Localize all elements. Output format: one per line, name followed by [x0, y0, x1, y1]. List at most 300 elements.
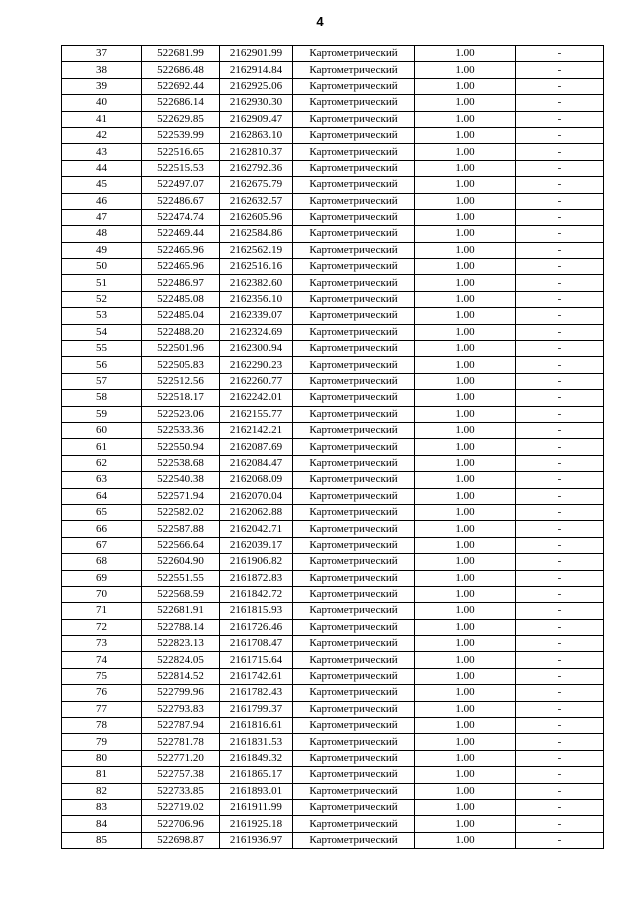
y-coordinate-cell: 2161842.72 — [220, 586, 293, 602]
table-row — [62, 636, 604, 652]
table-row — [62, 783, 604, 799]
note-cell: - — [516, 373, 604, 389]
table-row — [62, 193, 604, 209]
accuracy-cell: 1.00 — [415, 144, 516, 160]
table-row — [62, 111, 604, 127]
note-cell: - — [516, 242, 604, 258]
y-coordinate-cell: 2161911.99 — [220, 799, 293, 815]
method-cell: Картометрический — [293, 390, 415, 406]
note-cell: - — [516, 193, 604, 209]
y-coordinate-cell: 2162070.04 — [220, 488, 293, 504]
method-cell: Картометрический — [293, 275, 415, 291]
accuracy-cell: 1.00 — [415, 209, 516, 225]
y-coordinate-cell: 2162675.79 — [220, 177, 293, 193]
x-coordinate-cell: 522538.68 — [142, 455, 220, 471]
x-coordinate-cell: 522566.64 — [142, 537, 220, 553]
note-cell: - — [516, 783, 604, 799]
note-cell: - — [516, 750, 604, 766]
point-number-cell: 37 — [62, 46, 142, 62]
accuracy-cell: 1.00 — [415, 275, 516, 291]
note-cell: - — [516, 78, 604, 94]
point-number-cell: 83 — [62, 799, 142, 815]
table-row — [62, 324, 604, 340]
note-cell: - — [516, 570, 604, 586]
note-cell: - — [516, 554, 604, 570]
accuracy-cell: 1.00 — [415, 685, 516, 701]
table-row — [62, 734, 604, 750]
method-cell: Картометрический — [293, 226, 415, 242]
method-cell: Картометрический — [293, 46, 415, 62]
note-cell: - — [516, 619, 604, 635]
note-cell: - — [516, 259, 604, 275]
note-cell: - — [516, 439, 604, 455]
table-row — [62, 537, 604, 553]
table-row — [62, 504, 604, 520]
method-cell: Картометрический — [293, 472, 415, 488]
x-coordinate-cell: 522568.59 — [142, 586, 220, 602]
x-coordinate-cell: 522799.96 — [142, 685, 220, 701]
accuracy-cell: 1.00 — [415, 373, 516, 389]
point-number-cell: 85 — [62, 832, 142, 848]
accuracy-cell: 1.00 — [415, 750, 516, 766]
method-cell: Картометрический — [293, 488, 415, 504]
method-cell: Картометрический — [293, 324, 415, 340]
table-row — [62, 701, 604, 717]
accuracy-cell: 1.00 — [415, 95, 516, 111]
point-number-cell: 75 — [62, 668, 142, 684]
page-number: 4 — [316, 14, 324, 29]
y-coordinate-cell: 2162039.17 — [220, 537, 293, 553]
point-number-cell: 40 — [62, 95, 142, 111]
accuracy-cell: 1.00 — [415, 111, 516, 127]
note-cell: - — [516, 799, 604, 815]
point-number-cell: 51 — [62, 275, 142, 291]
point-number-cell: 54 — [62, 324, 142, 340]
y-coordinate-cell: 2162062.88 — [220, 504, 293, 520]
y-coordinate-cell: 2162562.19 — [220, 242, 293, 258]
x-coordinate-cell: 522540.38 — [142, 472, 220, 488]
point-number-cell: 39 — [62, 78, 142, 94]
x-coordinate-cell: 522550.94 — [142, 439, 220, 455]
y-coordinate-cell: 2161865.17 — [220, 767, 293, 783]
table-row — [62, 127, 604, 143]
method-cell: Картометрический — [293, 652, 415, 668]
y-coordinate-cell: 2162356.10 — [220, 291, 293, 307]
point-number-cell: 50 — [62, 259, 142, 275]
note-cell: - — [516, 111, 604, 127]
y-coordinate-cell: 2162290.23 — [220, 357, 293, 373]
note-cell: - — [516, 472, 604, 488]
accuracy-cell: 1.00 — [415, 390, 516, 406]
x-coordinate-cell: 522469.44 — [142, 226, 220, 242]
method-cell: Картометрический — [293, 95, 415, 111]
accuracy-cell: 1.00 — [415, 78, 516, 94]
accuracy-cell: 1.00 — [415, 357, 516, 373]
y-coordinate-cell: 2161799.37 — [220, 701, 293, 717]
y-coordinate-cell: 2161893.01 — [220, 783, 293, 799]
y-coordinate-cell: 2161831.53 — [220, 734, 293, 750]
note-cell: - — [516, 455, 604, 471]
method-cell: Картометрический — [293, 439, 415, 455]
y-coordinate-cell: 2161815.93 — [220, 603, 293, 619]
x-coordinate-cell: 522485.04 — [142, 308, 220, 324]
x-coordinate-cell: 522551.55 — [142, 570, 220, 586]
note-cell: - — [516, 127, 604, 143]
y-coordinate-cell: 2161849.32 — [220, 750, 293, 766]
y-coordinate-cell: 2162068.09 — [220, 472, 293, 488]
x-coordinate-cell: 522516.65 — [142, 144, 220, 160]
point-number-cell: 66 — [62, 521, 142, 537]
point-number-cell: 53 — [62, 308, 142, 324]
accuracy-cell: 1.00 — [415, 537, 516, 553]
y-coordinate-cell: 2161925.18 — [220, 816, 293, 832]
table-row — [62, 767, 604, 783]
x-coordinate-cell: 522771.20 — [142, 750, 220, 766]
accuracy-cell: 1.00 — [415, 652, 516, 668]
point-number-cell: 65 — [62, 504, 142, 520]
point-number-cell: 67 — [62, 537, 142, 553]
point-number-cell: 48 — [62, 226, 142, 242]
method-cell: Картометрический — [293, 341, 415, 357]
coordinates-table-body — [62, 46, 604, 849]
x-coordinate-cell: 522474.74 — [142, 209, 220, 225]
y-coordinate-cell: 2162810.37 — [220, 144, 293, 160]
accuracy-cell: 1.00 — [415, 259, 516, 275]
point-number-cell: 43 — [62, 144, 142, 160]
table-row — [62, 750, 604, 766]
point-number-cell: 72 — [62, 619, 142, 635]
y-coordinate-cell: 2162382.60 — [220, 275, 293, 291]
table-row — [62, 652, 604, 668]
table-row — [62, 209, 604, 225]
note-cell: - — [516, 603, 604, 619]
point-number-cell: 55 — [62, 341, 142, 357]
point-number-cell: 58 — [62, 390, 142, 406]
point-number-cell: 76 — [62, 685, 142, 701]
table-row — [62, 472, 604, 488]
point-number-cell: 80 — [62, 750, 142, 766]
note-cell: - — [516, 816, 604, 832]
x-coordinate-cell: 522692.44 — [142, 78, 220, 94]
table-row — [62, 586, 604, 602]
x-coordinate-cell: 522512.56 — [142, 373, 220, 389]
note-cell: - — [516, 406, 604, 422]
table-row — [62, 488, 604, 504]
x-coordinate-cell: 522781.78 — [142, 734, 220, 750]
y-coordinate-cell: 2162901.99 — [220, 46, 293, 62]
y-coordinate-cell: 2162260.77 — [220, 373, 293, 389]
x-coordinate-cell: 522757.38 — [142, 767, 220, 783]
point-number-cell: 63 — [62, 472, 142, 488]
note-cell: - — [516, 652, 604, 668]
note-cell: - — [516, 767, 604, 783]
point-number-cell: 49 — [62, 242, 142, 258]
x-coordinate-cell: 522497.07 — [142, 177, 220, 193]
method-cell: Картометрический — [293, 193, 415, 209]
y-coordinate-cell: 2161936.97 — [220, 832, 293, 848]
table-row — [62, 308, 604, 324]
accuracy-cell: 1.00 — [415, 308, 516, 324]
y-coordinate-cell: 2162242.01 — [220, 390, 293, 406]
accuracy-cell: 1.00 — [415, 193, 516, 209]
method-cell: Картометрический — [293, 144, 415, 160]
note-cell: - — [516, 324, 604, 340]
method-cell: Картометрический — [293, 291, 415, 307]
x-coordinate-cell: 522604.90 — [142, 554, 220, 570]
point-number-cell: 70 — [62, 586, 142, 602]
table-row — [62, 718, 604, 734]
table-row — [62, 439, 604, 455]
accuracy-cell: 1.00 — [415, 160, 516, 176]
note-cell: - — [516, 504, 604, 520]
x-coordinate-cell: 522533.36 — [142, 422, 220, 438]
y-coordinate-cell: 2161816.61 — [220, 718, 293, 734]
method-cell: Картометрический — [293, 586, 415, 602]
y-coordinate-cell: 2162142.21 — [220, 422, 293, 438]
x-coordinate-cell: 522823.13 — [142, 636, 220, 652]
point-number-cell: 57 — [62, 373, 142, 389]
note-cell: - — [516, 718, 604, 734]
point-number-cell: 62 — [62, 455, 142, 471]
method-cell: Картометрический — [293, 537, 415, 553]
table-row — [62, 275, 604, 291]
method-cell: Картометрический — [293, 603, 415, 619]
point-number-cell: 82 — [62, 783, 142, 799]
y-coordinate-cell: 2162863.10 — [220, 127, 293, 143]
accuracy-cell: 1.00 — [415, 472, 516, 488]
y-coordinate-cell: 2161782.43 — [220, 685, 293, 701]
method-cell: Картометрический — [293, 685, 415, 701]
accuracy-cell: 1.00 — [415, 226, 516, 242]
note-cell: - — [516, 46, 604, 62]
point-number-cell: 79 — [62, 734, 142, 750]
x-coordinate-cell: 522505.83 — [142, 357, 220, 373]
accuracy-cell: 1.00 — [415, 46, 516, 62]
x-coordinate-cell: 522501.96 — [142, 341, 220, 357]
method-cell: Картометрический — [293, 521, 415, 537]
note-cell: - — [516, 160, 604, 176]
point-number-cell: 73 — [62, 636, 142, 652]
x-coordinate-cell: 522787.94 — [142, 718, 220, 734]
table-row — [62, 832, 604, 848]
point-number-cell: 61 — [62, 439, 142, 455]
method-cell: Картометрический — [293, 422, 415, 438]
table-row — [62, 62, 604, 78]
method-cell: Картометрический — [293, 357, 415, 373]
point-number-cell: 56 — [62, 357, 142, 373]
note-cell: - — [516, 62, 604, 78]
point-number-cell: 47 — [62, 209, 142, 225]
accuracy-cell: 1.00 — [415, 767, 516, 783]
y-coordinate-cell: 2162584.86 — [220, 226, 293, 242]
method-cell: Картометрический — [293, 750, 415, 766]
table-row — [62, 144, 604, 160]
accuracy-cell: 1.00 — [415, 832, 516, 848]
note-cell: - — [516, 291, 604, 307]
method-cell: Картометрический — [293, 832, 415, 848]
table-row — [62, 226, 604, 242]
table-row — [62, 242, 604, 258]
x-coordinate-cell: 522629.85 — [142, 111, 220, 127]
accuracy-cell: 1.00 — [415, 799, 516, 815]
point-number-cell: 52 — [62, 291, 142, 307]
accuracy-cell: 1.00 — [415, 439, 516, 455]
x-coordinate-cell: 522486.97 — [142, 275, 220, 291]
accuracy-cell: 1.00 — [415, 291, 516, 307]
x-coordinate-cell: 522719.02 — [142, 799, 220, 815]
x-coordinate-cell: 522523.06 — [142, 406, 220, 422]
accuracy-cell: 1.00 — [415, 603, 516, 619]
table-row — [62, 373, 604, 389]
x-coordinate-cell: 522824.05 — [142, 652, 220, 668]
x-coordinate-cell: 522698.87 — [142, 832, 220, 848]
method-cell: Картометрический — [293, 554, 415, 570]
accuracy-cell: 1.00 — [415, 177, 516, 193]
accuracy-cell: 1.00 — [415, 521, 516, 537]
method-cell: Картометрический — [293, 619, 415, 635]
y-coordinate-cell: 2162042.71 — [220, 521, 293, 537]
note-cell: - — [516, 537, 604, 553]
table-row — [62, 95, 604, 111]
method-cell: Картометрический — [293, 636, 415, 652]
note-cell: - — [516, 636, 604, 652]
method-cell: Картометрический — [293, 734, 415, 750]
method-cell: Картометрический — [293, 259, 415, 275]
y-coordinate-cell: 2161872.83 — [220, 570, 293, 586]
table-row — [62, 357, 604, 373]
method-cell: Картометрический — [293, 816, 415, 832]
method-cell: Картометрический — [293, 242, 415, 258]
y-coordinate-cell: 2162792.36 — [220, 160, 293, 176]
point-number-cell: 60 — [62, 422, 142, 438]
method-cell: Картометрический — [293, 799, 415, 815]
x-coordinate-cell: 522539.99 — [142, 127, 220, 143]
x-coordinate-cell: 522686.14 — [142, 95, 220, 111]
note-cell: - — [516, 685, 604, 701]
y-coordinate-cell: 2161726.46 — [220, 619, 293, 635]
accuracy-cell: 1.00 — [415, 701, 516, 717]
note-cell: - — [516, 357, 604, 373]
accuracy-cell: 1.00 — [415, 734, 516, 750]
x-coordinate-cell: 522681.91 — [142, 603, 220, 619]
note-cell: - — [516, 586, 604, 602]
method-cell: Картометрический — [293, 78, 415, 94]
x-coordinate-cell: 522518.17 — [142, 390, 220, 406]
note-cell: - — [516, 209, 604, 225]
table-row — [62, 603, 604, 619]
table-row — [62, 422, 604, 438]
table-row — [62, 46, 604, 62]
accuracy-cell: 1.00 — [415, 62, 516, 78]
accuracy-cell: 1.00 — [415, 586, 516, 602]
method-cell: Картометрический — [293, 62, 415, 78]
x-coordinate-cell: 522582.02 — [142, 504, 220, 520]
accuracy-cell: 1.00 — [415, 504, 516, 520]
y-coordinate-cell: 2162516.16 — [220, 259, 293, 275]
x-coordinate-cell: 522465.96 — [142, 242, 220, 258]
y-coordinate-cell: 2162914.84 — [220, 62, 293, 78]
note-cell: - — [516, 488, 604, 504]
method-cell: Картометрический — [293, 160, 415, 176]
point-number-cell: 78 — [62, 718, 142, 734]
method-cell: Картометрический — [293, 570, 415, 586]
table-row — [62, 685, 604, 701]
table-row — [62, 570, 604, 586]
method-cell: Картометрический — [293, 111, 415, 127]
y-coordinate-cell: 2162084.47 — [220, 455, 293, 471]
x-coordinate-cell: 522706.96 — [142, 816, 220, 832]
table-row — [62, 455, 604, 471]
x-coordinate-cell: 522485.08 — [142, 291, 220, 307]
accuracy-cell: 1.00 — [415, 816, 516, 832]
x-coordinate-cell: 522571.94 — [142, 488, 220, 504]
table-row — [62, 816, 604, 832]
x-coordinate-cell: 522515.53 — [142, 160, 220, 176]
x-coordinate-cell: 522488.20 — [142, 324, 220, 340]
x-coordinate-cell: 522681.99 — [142, 46, 220, 62]
method-cell: Картометрический — [293, 701, 415, 717]
note-cell: - — [516, 701, 604, 717]
accuracy-cell: 1.00 — [415, 242, 516, 258]
table-row — [62, 341, 604, 357]
method-cell: Картометрический — [293, 504, 415, 520]
coordinates-table — [61, 45, 604, 849]
y-coordinate-cell: 2162339.07 — [220, 308, 293, 324]
accuracy-cell: 1.00 — [415, 718, 516, 734]
note-cell: - — [516, 422, 604, 438]
accuracy-cell: 1.00 — [415, 406, 516, 422]
point-number-cell: 46 — [62, 193, 142, 209]
point-number-cell: 44 — [62, 160, 142, 176]
accuracy-cell: 1.00 — [415, 422, 516, 438]
table-row — [62, 78, 604, 94]
note-cell: - — [516, 95, 604, 111]
y-coordinate-cell: 2162925.06 — [220, 78, 293, 94]
x-coordinate-cell: 522793.83 — [142, 701, 220, 717]
method-cell: Картометрический — [293, 455, 415, 471]
x-coordinate-cell: 522465.96 — [142, 259, 220, 275]
accuracy-cell: 1.00 — [415, 127, 516, 143]
note-cell: - — [516, 668, 604, 684]
note-cell: - — [516, 341, 604, 357]
x-coordinate-cell: 522686.48 — [142, 62, 220, 78]
note-cell: - — [516, 226, 604, 242]
accuracy-cell: 1.00 — [415, 619, 516, 635]
y-coordinate-cell: 2161715.64 — [220, 652, 293, 668]
method-cell: Картометрический — [293, 767, 415, 783]
accuracy-cell: 1.00 — [415, 636, 516, 652]
accuracy-cell: 1.00 — [415, 570, 516, 586]
method-cell: Картометрический — [293, 668, 415, 684]
x-coordinate-cell: 522733.85 — [142, 783, 220, 799]
point-number-cell: 71 — [62, 603, 142, 619]
method-cell: Картометрический — [293, 718, 415, 734]
table-row — [62, 177, 604, 193]
point-number-cell: 69 — [62, 570, 142, 586]
x-coordinate-cell: 522814.52 — [142, 668, 220, 684]
accuracy-cell: 1.00 — [415, 783, 516, 799]
table-row — [62, 160, 604, 176]
y-coordinate-cell: 2162632.57 — [220, 193, 293, 209]
point-number-cell: 59 — [62, 406, 142, 422]
method-cell: Картометрический — [293, 373, 415, 389]
point-number-cell: 42 — [62, 127, 142, 143]
table-row — [62, 390, 604, 406]
method-cell: Картометрический — [293, 127, 415, 143]
y-coordinate-cell: 2161708.47 — [220, 636, 293, 652]
point-number-cell: 74 — [62, 652, 142, 668]
point-number-cell: 77 — [62, 701, 142, 717]
